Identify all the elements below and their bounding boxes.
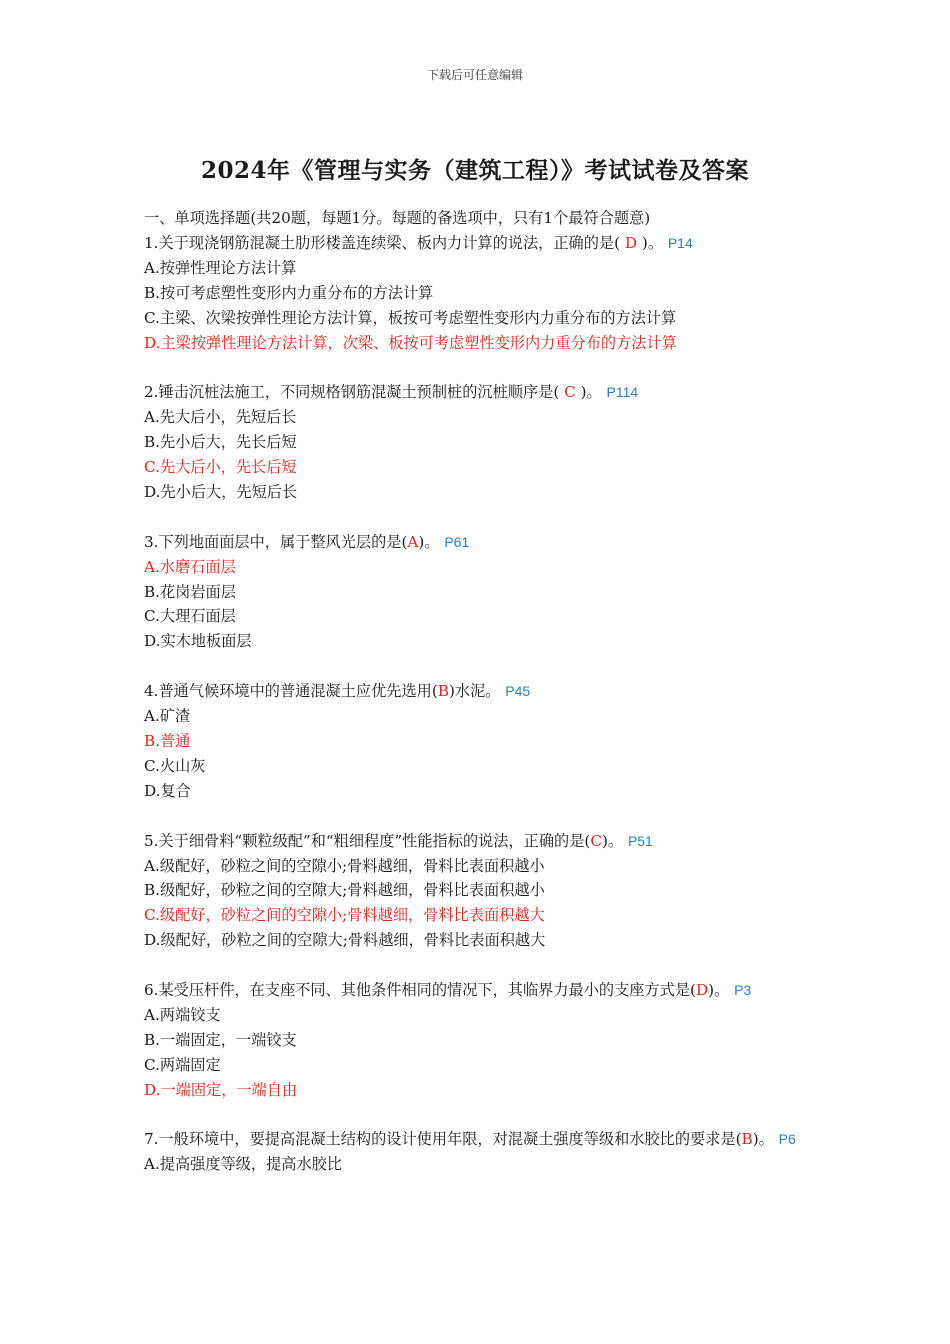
page-reference: P61 [444, 533, 470, 550]
option-correct: D.主梁按弹性理论方法计算，次梁、板按可考虑塑性变形内力重分布的方法计算 [144, 333, 677, 352]
option-correct: B.普通 [144, 731, 191, 750]
question-block [144, 978, 814, 1127]
option: C.火山灰 [144, 756, 206, 775]
question-text-end: )。 [752, 1130, 774, 1149]
question-text-end: )。 [641, 233, 664, 252]
exam-content [144, 206, 814, 1177]
page-reference: P3 [734, 982, 752, 999]
option: C.大理石面层 [144, 607, 236, 626]
answer-letter: D [695, 981, 709, 1000]
question-block [144, 1127, 814, 1177]
question-text-end: )。 [708, 981, 730, 1000]
question-stem [144, 978, 814, 1003]
question-text: 1.关于现浇钢筋混凝土肋形楼盖连续梁、板内力计算的说法，正确的是( [144, 233, 621, 252]
answer-letter: D [620, 233, 642, 252]
option: B.先小后大，先长后短 [144, 433, 297, 452]
option: D.级配好，砂粒之间的空隙大;骨料越细，骨料比表面积越大 [144, 931, 546, 950]
question-stem [144, 380, 814, 405]
option: A.两端铰支 [144, 1005, 221, 1024]
question-block [144, 829, 814, 978]
page-title: 2024年《管理与实务（建筑工程）》考试试卷及答案 [200, 157, 749, 184]
question-text: 3.下列地面面层中，属于整风光层的是( [144, 532, 408, 551]
option: A.矿渣 [144, 707, 191, 726]
question-text: 7.一般环境中，要提高混凝土结构的设计使用年限，对混凝土强度等级和水胶比的要求是( [144, 1130, 742, 1149]
option: B.级配好，砂粒之间的空隙大;骨料越细，骨料比表面积越小 [144, 881, 545, 900]
answer-letter: C [559, 383, 581, 402]
option: C.主梁、次梁按弹性理论方法计算，板按可考虑塑性变形内力重分布的方法计算 [144, 308, 677, 327]
option: B.一端固定，一端铰支 [144, 1030, 297, 1049]
question-stem [144, 530, 814, 555]
question-block [144, 530, 814, 679]
option: A.提高强度等级，提高水胶比 [144, 1155, 343, 1174]
question-stem [144, 231, 814, 256]
page-reference: P114 [606, 384, 639, 401]
question-text: 5.关于细骨料“颗粒级配”和“粗细程度”性能指标的说法，正确的是( [144, 831, 591, 850]
question-text: 6.某受压杆件，在支座不同、其他条件相同的情况下，其临界力最小的支座方式是( [144, 981, 696, 1000]
question-text-end: )。 [601, 831, 624, 850]
section-heading: 一、单项选择题(共20题，每题1分。每题的备选项中，只有1个最符合题意) [144, 209, 651, 227]
option: B.花岗岩面层 [144, 582, 236, 601]
spacer [144, 953, 814, 978]
question-stem [144, 679, 814, 704]
spacer [144, 1103, 814, 1128]
option: D.复合 [144, 781, 191, 800]
option: A.按弹性理论方法计算 [144, 258, 297, 277]
option-correct: A.水磨石面层 [144, 557, 236, 576]
question-text-end: )。 [418, 532, 440, 551]
question-text: 2.锤击沉桩法施工，不同规格钢筋混凝土预制桩的沉桩顺序是( [144, 383, 560, 402]
page-reference: P51 [627, 832, 653, 849]
question-stem [144, 1127, 814, 1152]
question-text-end: )。 [580, 383, 602, 402]
answer-letter: C [590, 831, 602, 850]
page-reference: P6 [778, 1131, 796, 1148]
answer-letter: A [407, 532, 419, 551]
spacer [144, 505, 814, 530]
answer-letter: B [437, 682, 449, 701]
option: A.级配好，砂粒之间的空隙小;骨料越细，骨料比表面积越小 [144, 856, 545, 875]
option: A.先大后小，先短后长 [144, 408, 297, 427]
spacer [144, 355, 814, 380]
option: D.实木地板面层 [144, 632, 252, 651]
question-block [144, 380, 814, 529]
question-text: 4.普通气候环境中的普通混凝土应优先选用( [144, 682, 438, 701]
option-correct: C.级配好，砂粒之间的空隙小;骨料越细，骨料比表面积越大 [144, 906, 545, 925]
page-header: 下载后可任意编辑 [426, 68, 523, 82]
option: B.按可考虑塑性变形内力重分布的方法计算 [144, 283, 434, 302]
option-correct: C.先大后小，先长后短 [144, 458, 297, 477]
question-block [144, 231, 814, 380]
option: D.先小后大，先短后长 [144, 482, 298, 501]
spacer [144, 654, 814, 679]
question-stem [144, 829, 814, 854]
option: C.两端固定 [144, 1055, 221, 1074]
question-text-end: )水泥。 [448, 682, 501, 701]
page-reference: P45 [505, 683, 531, 700]
page-reference: P14 [667, 234, 693, 251]
option-correct: D.一端固定，一端自由 [144, 1080, 298, 1099]
question-block [144, 679, 814, 828]
answer-letter: B [741, 1130, 753, 1149]
spacer [144, 804, 814, 829]
question-list [144, 231, 814, 1177]
